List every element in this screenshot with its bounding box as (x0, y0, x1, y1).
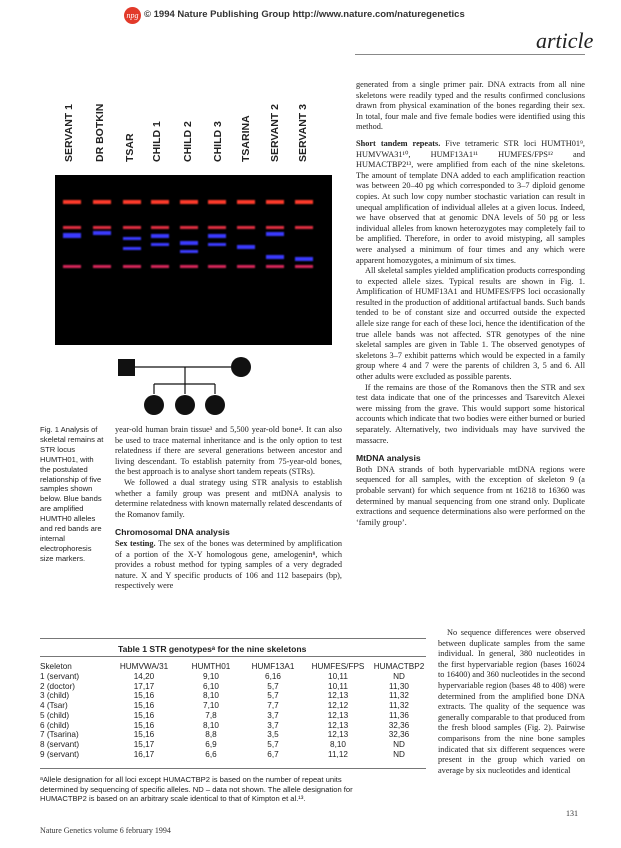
genotype-cell: 3,7 (267, 710, 279, 720)
paragraph (115, 539, 342, 592)
table-row (40, 730, 426, 740)
genotype-cell: 6,16 (265, 672, 281, 681)
size-marker-band (63, 265, 81, 268)
skeleton-cell: 4 (Tsar) (40, 701, 68, 711)
allele-band (266, 255, 284, 259)
paragraph-text: Five tetrameric STR loci HUMTH01⁹, HUMVWA31¹⁰, HUMF13A1¹¹ HUMFES/FPS¹² and HUMACTBP2¹³, were amplified from each of the nine skeletons. The amount of template DNA added to each amplification reaction was between 20–40 pg which corresponded to 3–7 diploid genome copies. At such low copy number stochastic variation can result in unequal amplification of individual alleles at a given locus. Indeed, we have observed that at genomic DNA levels of 50 pg or less individual alleles from known heterozygotes may completely fail to be amplified. Therefore, in order to avoid mistyping, all samples were analysed a minimum of four times and any which were apparent homozygotes, a minimum of six times. (356, 138, 585, 265)
table-footnote: ᵃAllele designation for all loci except HUMACTBP2 is based on the number of repeat units determined by sequencing of specific alleles. ND – data not shown. The allele designation for HUMACTBP2 is based on an arbitrary scale identical to that of Kimpton et al.¹³. (40, 775, 353, 804)
paragraph: Both DNA strands of both hypervariable mtDNA regions were sequenced for all samples, with the exception of skeleton 9 (a probable servant) for which sequence from nt 16218 to 16360 was determined by manual sequencing from one strand only. Duplicate extractions and sequence determinations also were performed on the ‘family group’. (356, 464, 585, 527)
child-circle-symbol (205, 395, 225, 415)
copyright-header: © 1994 Nature Publishing Group http://www.nature.com/naturegenetics (144, 9, 465, 20)
paragraph: No sequence differences were observed between duplicate samples from the same individual. In general, 380 nucleotides in the first hypervariable region (bases 16024 to 16400) and 360 nucleotides in the second hypervariable region (bases 48 to 408) were determined from the amplified bone DNA extracts. The quality of the sequence was generally comparable to that produced from the fresh blood samples (Fig. 2). Pairwise comparisons from the nine bone samples indicated that six different sequences were present in the group which varied on average by six nucleotides and identical (438, 628, 585, 775)
section-label: article (536, 28, 594, 53)
allele-band (266, 232, 284, 236)
genotype-cell: 17,17 (133, 681, 155, 691)
allele-band (237, 245, 255, 249)
table-row (40, 750, 426, 760)
genotype-cell: 14,20 (133, 672, 155, 681)
genotype-cell: 16,17 (133, 749, 155, 759)
paragraph: year-old human brain tissue³ and 5,500 year-old bone⁴. It can also be used to trace maternal inheritance and is the only option to test relatedness if there are several generations between ancestor and living descendant. To establish paternity from 75-year-old bones, the best approach is to analyse short tandem repeats (STRs). (115, 425, 342, 477)
allele-band (63, 233, 81, 238)
allele-band (180, 250, 198, 253)
skeleton-cell: 1 (servant) (40, 672, 80, 681)
section-heading: MtDNA analysis (356, 453, 421, 464)
genotype-cell: 11,36 (389, 710, 409, 720)
size-marker-band (123, 226, 141, 229)
paragraph-text: The sex of the bones was determined by amplification of a portion of the X-Y homologous gene, amelogenin⁸, which provides a robust method for typing samples of a very degraded nature. X and Y specific products of 106 and 112 basepairs (bp), respectively were (115, 538, 342, 591)
genotype-cell: 11,12 (328, 749, 348, 759)
allele-band (123, 237, 141, 240)
genotype-cell: 8,10 (330, 739, 346, 749)
header-rule (355, 54, 585, 55)
size-marker-band (208, 226, 226, 229)
skeleton-cell: 3 (child) (40, 691, 70, 701)
genotype-cell: 15,16 (133, 730, 155, 740)
genotype-cell: 11,30 (389, 681, 409, 691)
child-circle-symbol (144, 395, 164, 415)
paragraph: We followed a dual strategy using STR analysis to establish whether a family group was present and mtDNA analysis to determine relatedness with known maternally related descendants of the Romanov family. (115, 477, 342, 519)
gel-electrophoresis-image (55, 175, 332, 345)
genotype-cell: 15,16 (133, 701, 155, 711)
table-row (40, 740, 426, 750)
genotype-cell: 12,13 (327, 730, 349, 740)
table-head-rule (40, 656, 426, 657)
size-marker-band (63, 200, 81, 204)
lane-label: SERVANT 3 (297, 104, 309, 162)
genotype-cell: 3,5 (267, 730, 279, 740)
size-marker-band (93, 265, 111, 268)
size-marker-band (237, 226, 255, 229)
size-marker-band (266, 265, 284, 268)
size-marker-band (266, 200, 284, 204)
allele-band (151, 243, 169, 246)
gel-bands (55, 175, 332, 345)
size-marker-band (237, 200, 255, 204)
lane-label: CHILD 1 (151, 121, 163, 162)
allele-band (93, 231, 111, 235)
table-row (40, 691, 426, 701)
genotype-cell: 10,11 (328, 672, 348, 681)
run-in-heading: Short tandem repeats. (356, 138, 441, 148)
left-text-column (115, 425, 342, 592)
genotype-cell: 7,10 (203, 701, 219, 711)
column-header: HUMVWA/31 (119, 662, 169, 671)
genotype-cell: 6,7 (267, 749, 279, 759)
table-title: Table 1 STR genotypesᵃ for the nine skeletons (118, 644, 307, 654)
size-marker-band (180, 200, 198, 204)
size-marker-band (295, 226, 313, 229)
lane-label: DR BOTKIN (94, 103, 106, 162)
lane-label: SERVANT 2 (269, 104, 281, 162)
genotype-cell: 7,7 (267, 701, 279, 711)
genotype-cell: 11,32 (389, 701, 409, 711)
size-marker-band (208, 265, 226, 268)
figure-caption: Fig. 1 Analysis of skeletal remains at STR locus HUMTH01, with the postulated relationship of five samples shown below. Blue bands are amplified HUMTH0 alleles and red bands are internal electrophoresis size markers. (40, 425, 104, 563)
genotype-cell: 6,6 (205, 749, 217, 759)
genotype-cell: 12,13 (327, 691, 349, 701)
table-row (40, 721, 426, 731)
male-square-symbol (118, 359, 135, 376)
column-header: HUMFES/FPS (311, 662, 365, 671)
skeleton-cell: 8 (servant) (40, 739, 80, 749)
allele-band (208, 243, 226, 246)
table-row (40, 711, 426, 721)
column-header: HUMF13A1 (251, 662, 295, 671)
genotype-cell: 11,32 (389, 691, 409, 701)
skeleton-cell: 9 (servant) (40, 749, 80, 759)
genotype-cell: 3,7 (267, 720, 279, 730)
column-header: HUMACTBP2 (373, 662, 425, 671)
genotype-cell: ND (393, 672, 405, 681)
genotype-cell: 9,10 (203, 672, 219, 681)
paragraph: All skeletal samples yielded amplification products corresponding to expected allele sizes. Typical results are shown in Fig. 1. Amplification of HUMF13A1 and HUMFES/FPS loci occasionally resulted in the production of additional artifactual bands. Such bands tended to be of constant size and occurred outside the expected allele size range for each of these loci, hence the identification of the true allele bands was not affected. STR genotypes of the nine skeletal samples are given in Table 1. The observed genotypes of skeletons 3–7 exhibit patterns which would be expected in a family group where 4 and 7 were the parents of children 3, 5 and 6. All other adults were excluded as possible parents. (356, 266, 585, 382)
genotype-cell: 5,7 (267, 681, 279, 691)
table-top-rule (40, 638, 426, 639)
table-row (40, 701, 426, 711)
journal-footer: Nature Genetics volume 6 february 1994 (40, 826, 171, 835)
size-marker-band (237, 265, 255, 268)
paragraph: generated from a single primer pair. DNA extracts from all nine skeletons were readily typed and the results confirmed conclusions drawn from physical examination of the bones regarding their sex. In total, four male and five female bodies were identified using this method. (356, 80, 585, 132)
allele-band (180, 241, 198, 245)
genotype-cell: 6,10 (203, 681, 219, 691)
allele-band (295, 257, 313, 261)
genotype-cell: 15,16 (133, 710, 155, 720)
genotype-cell: 15,16 (133, 691, 155, 701)
lane-label: CHILD 3 (212, 121, 224, 162)
size-marker-band (93, 226, 111, 229)
right-text-column (356, 80, 585, 528)
genotype-cell: 8,8 (205, 730, 217, 740)
size-marker-band (151, 226, 169, 229)
skeleton-cell: 7 (Tsarina) (40, 730, 79, 740)
page-number: 131 (566, 809, 578, 818)
size-marker-band (123, 265, 141, 268)
genotype-cell: 12,12 (327, 701, 349, 711)
genotype-cell: 7,8 (205, 710, 217, 720)
section-heading: Chromosomal DNA analysis (115, 527, 230, 538)
skeleton-cell: 2 (doctor) (40, 681, 76, 691)
column-header: Skeleton (40, 662, 72, 671)
genotype-cell: 5,7 (267, 691, 279, 701)
right-text-column-narrow (438, 628, 585, 776)
genotype-cell: 5,7 (267, 739, 279, 749)
allele-band (151, 234, 169, 238)
lane-label: TSAR (124, 133, 136, 162)
lane-label: CHILD 2 (182, 121, 194, 162)
npg-logo: npg (124, 7, 141, 24)
size-marker-band (93, 200, 111, 204)
genotype-cell: 8,10 (203, 720, 219, 730)
female-circle-symbol (231, 357, 251, 377)
paragraph: If the remains are those of the Romanovs then the STR and sex test data indicate that one of the princesses and Tsarevitch Alexei were missing from the grave. This would support some historical accounts which indicate that two bodies were either burned or buried separately. Alternatively, two individuals may have survived the massacre. (356, 382, 586, 445)
size-marker-band (180, 265, 198, 268)
genotype-cell: 12,13 (327, 720, 349, 730)
genotype-cell: 32,36 (388, 730, 410, 740)
size-marker-band (63, 226, 81, 229)
paragraph (356, 139, 585, 266)
lane-label: TSARINA (240, 115, 252, 162)
genotype-cell: 32,36 (388, 720, 410, 730)
size-marker-band (151, 200, 169, 204)
genotype-cell: 15,17 (133, 739, 155, 749)
size-marker-band (123, 200, 141, 204)
genotype-cell: 6,9 (205, 739, 217, 749)
genotype-cell: 12,13 (327, 710, 349, 720)
allele-band (123, 247, 141, 250)
skeleton-cell: 5 (child) (40, 710, 70, 720)
genotype-cell: 15,16 (133, 720, 155, 730)
allele-band (208, 234, 226, 238)
table-bottom-rule (40, 768, 426, 769)
size-marker-band (295, 265, 313, 268)
skeleton-cell: 6 (child) (40, 720, 70, 730)
run-in-heading: Sex testing. (115, 538, 156, 548)
size-marker-band (266, 226, 284, 229)
size-marker-band (151, 265, 169, 268)
table-row (40, 672, 426, 682)
size-marker-band (295, 200, 313, 204)
str-table (40, 662, 426, 759)
table-row (40, 682, 426, 692)
genotype-cell: 10,11 (328, 681, 348, 691)
genotype-cell: 8,10 (203, 691, 219, 701)
genotype-cell: ND (393, 739, 405, 749)
lane-label: SERVANT 1 (63, 104, 75, 162)
size-marker-band (208, 200, 226, 204)
column-header: HUMTH01 (191, 662, 231, 671)
genotype-cell: ND (393, 749, 405, 759)
table-header-row (40, 662, 426, 672)
child-circle-symbol (175, 395, 195, 415)
size-marker-band (180, 226, 198, 229)
pedigree-diagram (115, 350, 275, 422)
